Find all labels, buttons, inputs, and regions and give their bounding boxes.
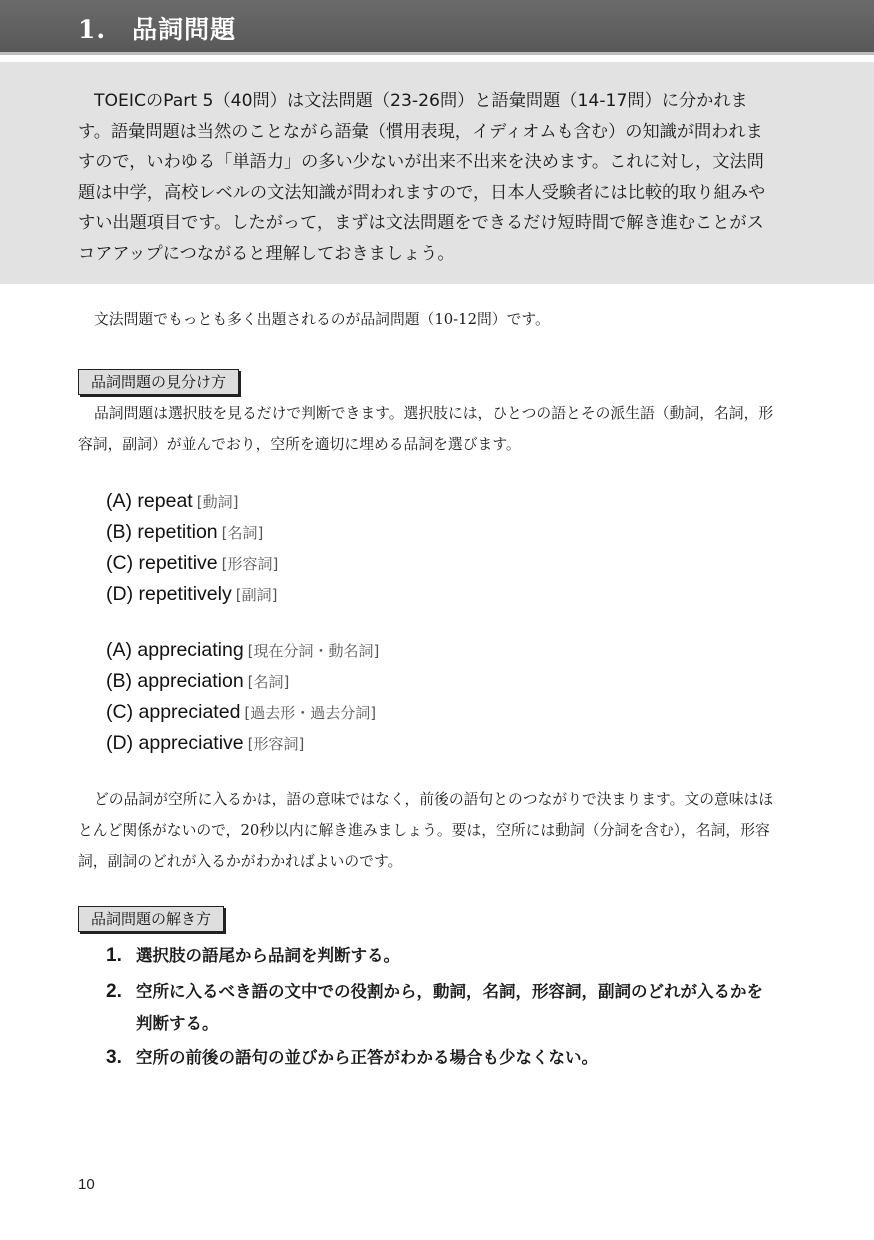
choice-letter: (D) <box>106 583 134 605</box>
choice-word: repetition <box>137 521 218 543</box>
identify-paragraph: 品詞問題は選択肢を見るだけで判断できます。選択肢には，ひとつの語とその派生語（動詞，名詞，形容詞，副詞）が並んでおり，空所を適切に埋める品詞を選びます。 <box>78 405 774 453</box>
choice-part-of-speech: [現在分詞・動名詞] <box>247 642 380 660</box>
step-item <box>106 976 776 1042</box>
choice-letter: (A) <box>106 639 132 661</box>
choice-word: repeat <box>137 490 193 512</box>
choice-word: appreciative <box>138 732 244 754</box>
choice-word: appreciated <box>138 701 241 723</box>
page-number: 10 <box>78 1176 95 1193</box>
choice-part-of-speech: [名詞] <box>247 673 290 691</box>
solve-steps <box>106 940 776 1074</box>
choice-letter: (B) <box>106 521 132 543</box>
example-choices-1 <box>106 486 278 610</box>
step-item <box>106 1042 776 1074</box>
step-item <box>106 940 776 976</box>
choice-word: repetitive <box>138 552 218 574</box>
step-number: 3. <box>106 1047 122 1068</box>
choice-word: appreciating <box>137 639 244 661</box>
lead-paragraph: 文法問題でもっとも多く出題されるのが品詞問題（10-12問）です。 <box>94 311 550 328</box>
choice-letter: (D) <box>106 732 134 754</box>
choice-word: repetitively <box>138 583 232 605</box>
step-text: 空所に入るべき語の文中での役割から，動詞，名詞，形容詞，副詞のどれが入るかを判断する。 <box>136 982 763 1033</box>
step-number: 1. <box>106 945 122 966</box>
choice-letter: (C) <box>106 701 134 723</box>
choice-letter: (A) <box>106 490 132 512</box>
choice-part-of-speech: [形容詞] <box>221 555 279 573</box>
step-number: 2. <box>106 981 122 1002</box>
section-label-identify: 品詞問題の見分け方 <box>78 369 239 395</box>
chapter-title: 1. 品詞問題 <box>78 15 237 44</box>
choice-part-of-speech: [動詞] <box>196 493 239 511</box>
explain-paragraph: どの品詞が空所に入るかは，語の意味ではなく，前後の語句とのつながりで決まります。文の意味はほとんど関係がないので，20秒以内に解き進みましょう。要は，空所には動詞（分詞を含む），名詞，形容詞，副詞のどれが入るかがわかればよいのです。 <box>78 791 774 870</box>
choice-word: appreciation <box>137 670 244 692</box>
choice-letter: (C) <box>106 552 134 574</box>
choice-part-of-speech: [副詞] <box>235 586 278 604</box>
choice-item <box>106 728 379 759</box>
choice-item <box>106 548 278 579</box>
choice-item <box>106 697 379 728</box>
choice-item <box>106 635 379 666</box>
chapter-header-bar <box>0 0 874 55</box>
choice-part-of-speech: [名詞] <box>221 524 264 542</box>
choice-item <box>106 666 379 697</box>
choice-letter: (B) <box>106 670 132 692</box>
choice-item <box>106 517 278 548</box>
step-text: 選択肢の語尾から品詞を判断する。 <box>136 946 400 965</box>
section-label-solve: 品詞問題の解き方 <box>78 906 224 932</box>
choice-part-of-speech: [過去形・過去分詞] <box>244 704 377 722</box>
intro-paragraph: TOEICのPart 5（40問）は文法問題（23-26問）と語彙問題（14-17問）に分かれます。語彙問題は当然のことながら語彙（慣用表現，イディオムも含む）の知識が問われますので，いわゆる「単語力」の多い少ないが出来不出来を決めます。これに対し，文法問題は中学，高校レベルの文法知識が問われますので，日本人受験者には比較的取り組みやすい出題項目です。したがって，まずは文法問題をできるだけ短時間で解き進むことがスコアアップにつながると理解しておきましょう。 <box>78 91 766 264</box>
example-choices-2 <box>106 635 379 759</box>
step-text: 空所の前後の語句の並びから正答がわかる場合も少なくない。 <box>136 1048 598 1067</box>
choice-item <box>106 579 278 610</box>
choice-item <box>106 486 278 517</box>
choice-part-of-speech: [形容詞] <box>247 735 305 753</box>
